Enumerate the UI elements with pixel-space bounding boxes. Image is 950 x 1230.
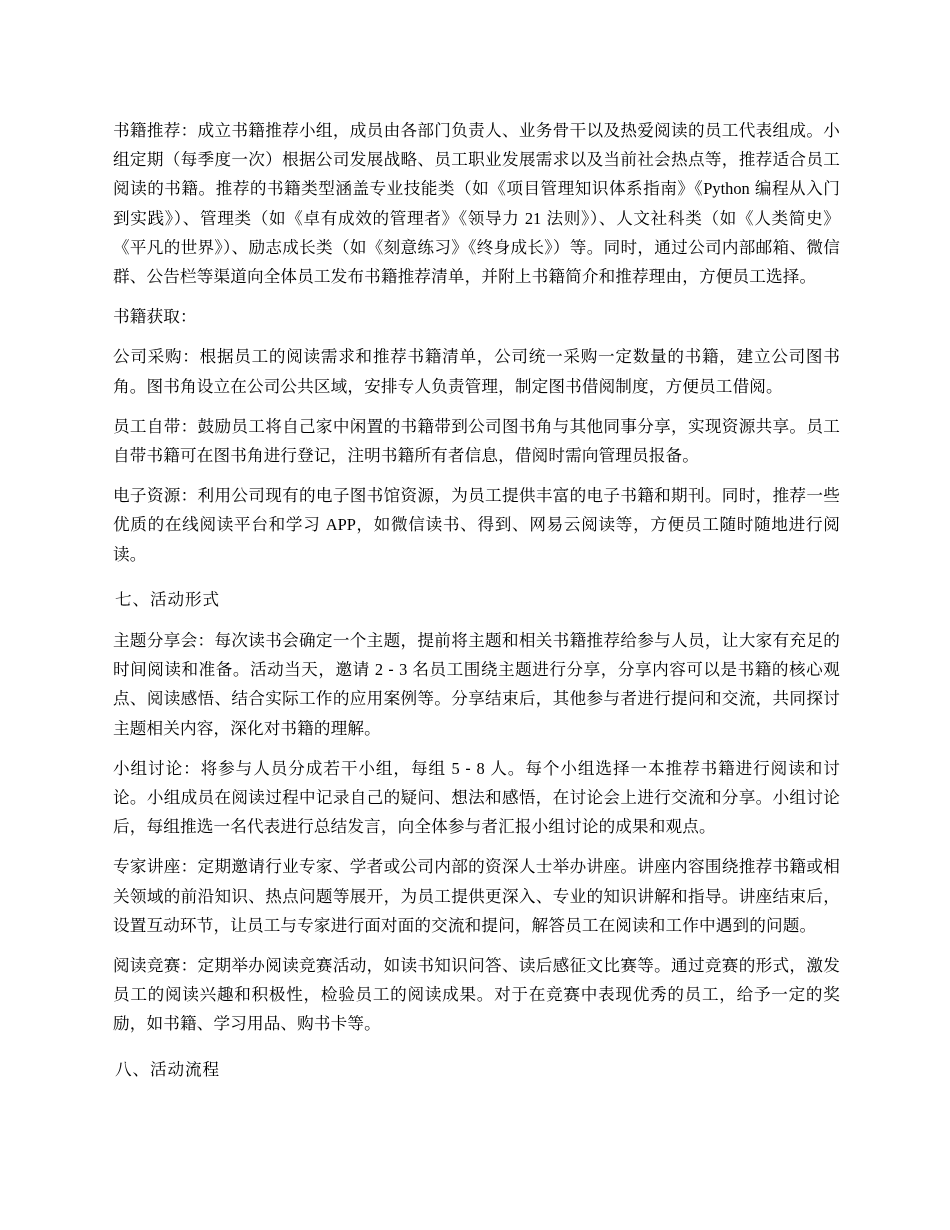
paragraph-company-purchase: 公司采购：根据员工的阅读需求和推荐书籍清单，公司统一采购一定数量的书籍，建立公司图书角。图书角设立在公司公共区域，安排专人负责管理，制定图书借阅制度，方便员工借阅。 [113,347,840,396]
paragraph-employee-own-books: 员工自带：鼓励员工将自己家中闲置的书籍带到公司图书角与其他同事分享，实现资源共享。员工自带书籍可在图书角进行登记，注明书籍所有者信息，借阅时需向管理员报备。 [113,416,840,466]
latin-text-run: Python [703,179,750,199]
latin-text-run: 21 [524,208,542,228]
latin-text-run: APP [325,515,356,535]
paragraph-book-acquisition-label: 书籍获取： [113,307,197,327]
latin-text-run: 3 [399,660,408,680]
heading-section-seven: 七、活动形式 [115,589,220,609]
latin-text-run: 5 [451,758,460,778]
latin-text-run: 2 [374,660,384,680]
paragraph-expert-lecture: 专家讲座：定期邀请行业专家、学者或公司内部的资深人士举办讲座。讲座内容围绕推荐书籍或相关领域的前沿知识、热点问题等展开，为员工提供更深入、专业的知识讲解和指导。讲座结束后，设置互动环节，让员工与专家进行面对面的交流和提问，解答员工在阅读和工作中遇到的问题。 [113,857,840,935]
paragraph-book-recommendation: 书籍推荐：成立书籍推荐小组，成员由各部门负责人、业务骨干以及热爱阅读的员工代表组成。小组定期（每季度一次）根据公司发展战略、员工职业发展需求以及当前社会热点等，推荐适合员工阅读的书籍。推荐的书籍类型涵盖专业技能类（如《项目管理知识体系指南》《Python 编程从入门到实践》）、管理类（如《卓有成效的管理者》《领导力 21 法则》）、人文社科类（如《人类简史》《平凡的世界》）、励志成长类（如《刻意练习》《终身成长》）等。同时，通过公司内部邮箱、微信群、公告栏等渠道向全体员工发布书籍推荐清单，并附上书籍简介和推荐理由，方便员工选择。 [113,121,841,287]
paragraph-group-discussion: 小组讨论：将参与人员分成若干小组，每组 5 - 8 人。每个小组选择一本推荐书籍进行阅读和讨论。小组成员在阅读过程中记录自己的疑问、想法和感悟，在讨论会上进行交流和分享。小组讨论后，每组推选一名代表进行总结发言，向全体参与者汇报小组讨论的成果和观点。 [113,758,841,837]
document-body [113,116,840,1095]
latin-text-run: 8 [476,758,485,778]
paragraph-theme-sharing-session: 主题分享会：每次读书会确定一个主题，提前将主题和相关书籍推荐给参与人员，让大家有充足的时间阅读和准备。活动当天，邀请 2 - 3 名员工围绕主题进行分享，分享内容可以是书籍的核心观点、阅读感悟、结合实际工作的应用案例等。分享结束后，其他参与者进行提问和交流，共同探讨主题相关内容，深化对书籍的理解。 [113,631,840,738]
paragraph-electronic-resources: 电子资源：利用公司现有的电子图书馆资源，为员工提供丰富的电子书籍和期刊。同时，推荐一些优质的在线阅读平台和学习 APP，如微信读书、得到、网易云阅读等，方便员工随时随地进行阅读。 [113,486,840,564]
heading-section-eight: 八、活动流程 [115,1059,220,1079]
paragraph-reading-competition: 阅读竞赛：定期举办阅读竞赛活动，如读书知识问答、读后感征文比赛等。通过竞赛的形式，激发员工的阅读兴趣和积极性，检验员工的阅读成果。对于在竞赛中表现优秀的员工，给予一定的奖励，如书籍、学习用品、购书卡等。 [113,956,840,1034]
